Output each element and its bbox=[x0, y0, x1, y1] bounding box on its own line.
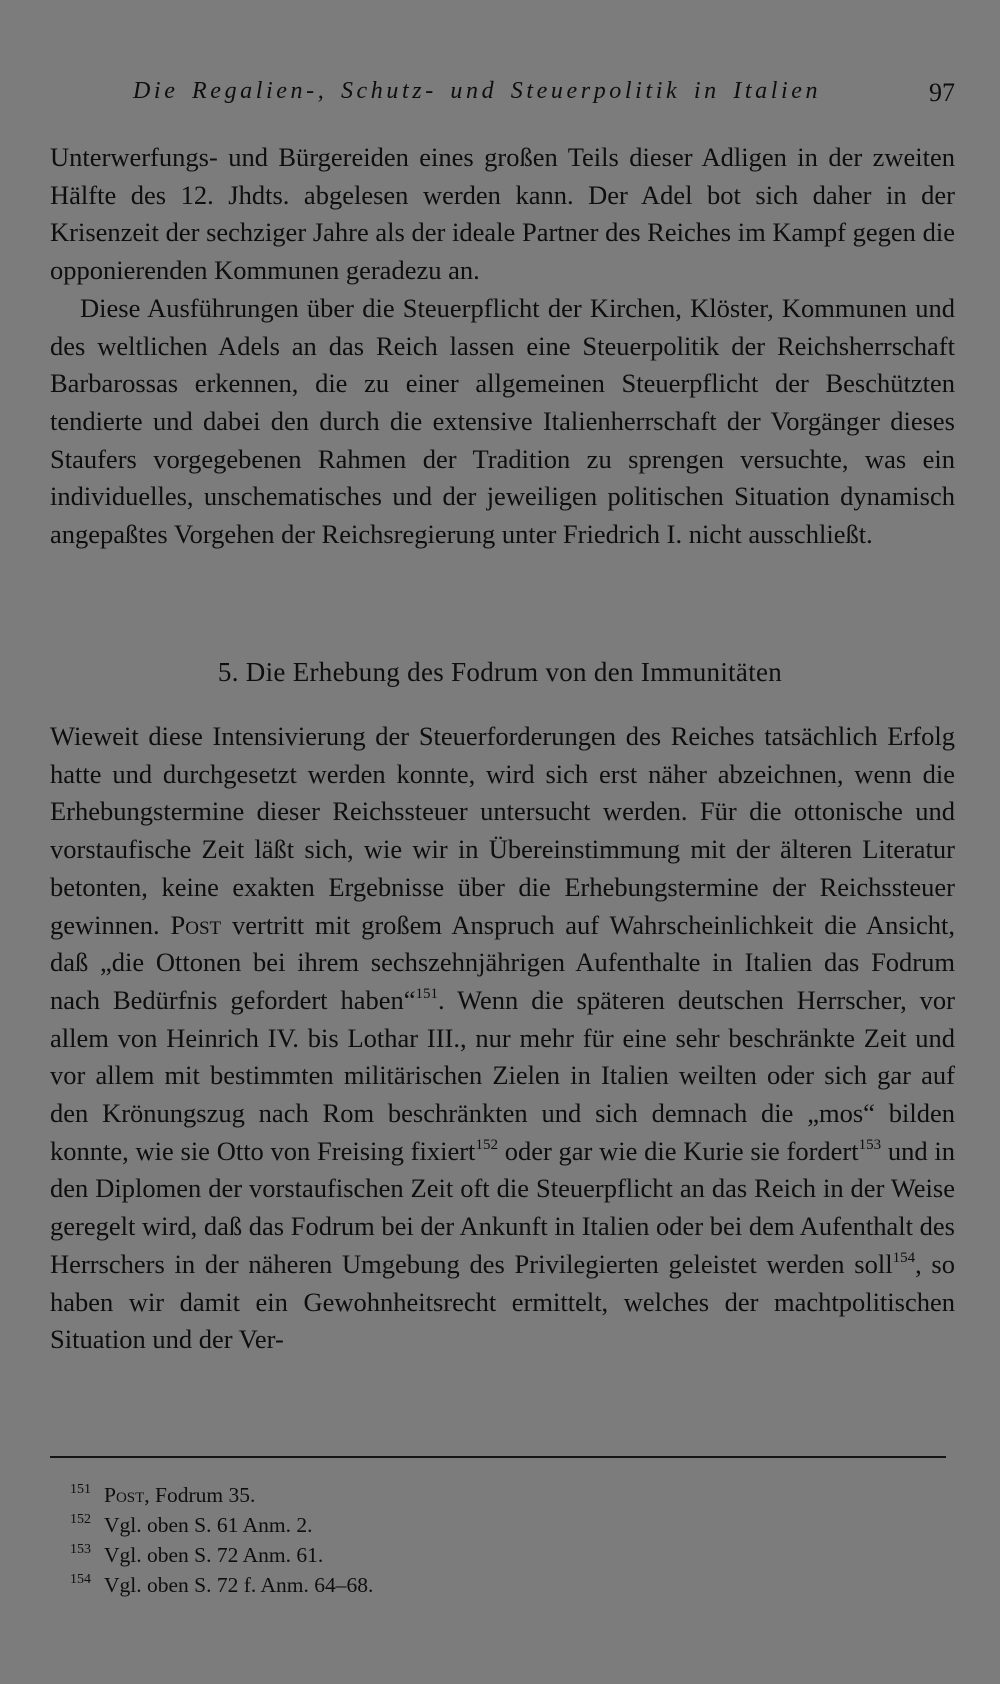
body-text-lower bbox=[50, 718, 955, 1359]
footnote-reference[interactable]: 151 bbox=[415, 985, 439, 1002]
paragraph bbox=[50, 718, 955, 1359]
footnote-item: 152 Vgl. oben S. 61 Anm. 2. bbox=[70, 1512, 313, 1537]
footnote-reference[interactable]: 154 bbox=[892, 1249, 916, 1266]
footnotes bbox=[70, 1480, 930, 1600]
running-head bbox=[133, 78, 955, 114]
footnote-reference[interactable]: 152 bbox=[475, 1136, 498, 1153]
paragraph-text: vertritt mit großem Anspruch auf Wahrscheinlichkeit die Ansicht, daß „die Ottonen bei ihrem sechszehnjährigen Aufenthalte in Italien das Fodrum nach Bedürfnis gefordert haben“ bbox=[50, 909, 956, 1015]
paragraph: Diese Ausführungen über die Steuerpflicht der Kirchen, Klöster, Kommunen und des weltlichen Adels an das Reich lassen eine Steuerpolitik der Reichsherrschaft Barbarossas erkennen, die zu einer allgemeinen Steuerpflicht der Beschützten tendierte und dabei den durch die extensive Italienherrschaft der Vorgänger dieses Staufers vorgegebenen Rahmen der Tradition zu sprengen versuchte, was ein individuelles, unschematisches und der jeweiligen politischen Situation dynamisch angepaßtes Vorgehen der Reichsregierung unter Friedrich I. nicht ausschließt. bbox=[50, 292, 955, 550]
paragraph-text: Wieweit diese Intensivierung der Steuerforderungen des Reiches tatsächlich Erfolg hatte und durchgesetzt werden konnte, wird sich erst näher abzeichnen, wenn die Erhebungstermine dieser Reichssteuer untersucht werden. Für die ottonische und vorstaufische Zeit läßt sich, wie wir in Übereinstimmung mit der älteren Literatur betonten, keine exakten Ergebnisse über die Erhebungstermine der Reichssteuer gewinnen. bbox=[50, 721, 955, 940]
paragraph-text: oder gar wie die Kurie sie fordert bbox=[497, 1135, 859, 1166]
author-name: Post bbox=[170, 909, 222, 940]
footnote-author: Post bbox=[104, 1483, 145, 1507]
footnote-text: , Fodrum 35. bbox=[144, 1483, 256, 1507]
paragraph-text: , so haben wir damit ein Gewohnheitsrecht ermittelt, welches der machtpolitischen Situation und der Ver- bbox=[50, 1248, 955, 1355]
footnote-reference[interactable]: 153 bbox=[858, 1136, 882, 1153]
paragraph-continued: Unterwerfungs- und Bürgereiden eines großen Teils dieser Adligen in der zweiten Hälfte des 12. Jhdts. abgelesen werden kann. Der Adel bot sich daher in der Krisenzeit der sechziger Jahre als der ideale Partner des Reiches im Kampf gegen die opponierenden Kommunen geradezu an. bbox=[50, 142, 955, 286]
page-number: 97 bbox=[929, 78, 955, 107]
body-text-upper bbox=[50, 139, 955, 554]
paragraph-text: . Wenn die späteren deutschen Herrscher, vor allem von Heinrich IV. bis Lothar III., nur mehr für eine sehr beschränkte Zeit und vor allem mit bestimmten militärischen Zielen in Italien weilten oder sich gar auf den Krönungszug nach Rom beschränkten und sich demnach die „mos“ bilden konnte, wie sie Otto von Freising fixiert bbox=[50, 984, 955, 1166]
running-title: Die Regalien-, Schutz- und Steuerpolitik in Italien bbox=[133, 78, 822, 104]
footnote-text: Vgl. oben S. 61 Anm. 2. bbox=[104, 1513, 313, 1537]
paragraph-text: und in den Diplomen der vorstaufischen Zeit oft die Steuerpflicht an das Reich in der Weise geregelt wird, daß das Fodrum bei der Ankunft in Italien oder bei dem Aufenthalt des Herrschers in der näheren Umgebung des Privilegierten geleistet werden soll bbox=[50, 1135, 955, 1279]
footnote-text: Vgl. oben S. 72 f. Anm. 64–68. bbox=[104, 1573, 374, 1597]
footnote-text: Vgl. oben S. 72 Anm. 61. bbox=[104, 1543, 324, 1567]
footnote-divider bbox=[50, 1456, 946, 1458]
footnote-item: 154 Vgl. oben S. 72 f. Anm. 64–68. bbox=[70, 1572, 374, 1597]
footnote-item: 151 Post, Fodrum 35. bbox=[70, 1482, 256, 1507]
footnote-item: 153 Vgl. oben S. 72 Anm. 61. bbox=[70, 1542, 324, 1567]
section-heading: 5. Die Erhebung des Fodrum von den Immunitäten bbox=[217, 657, 783, 687]
